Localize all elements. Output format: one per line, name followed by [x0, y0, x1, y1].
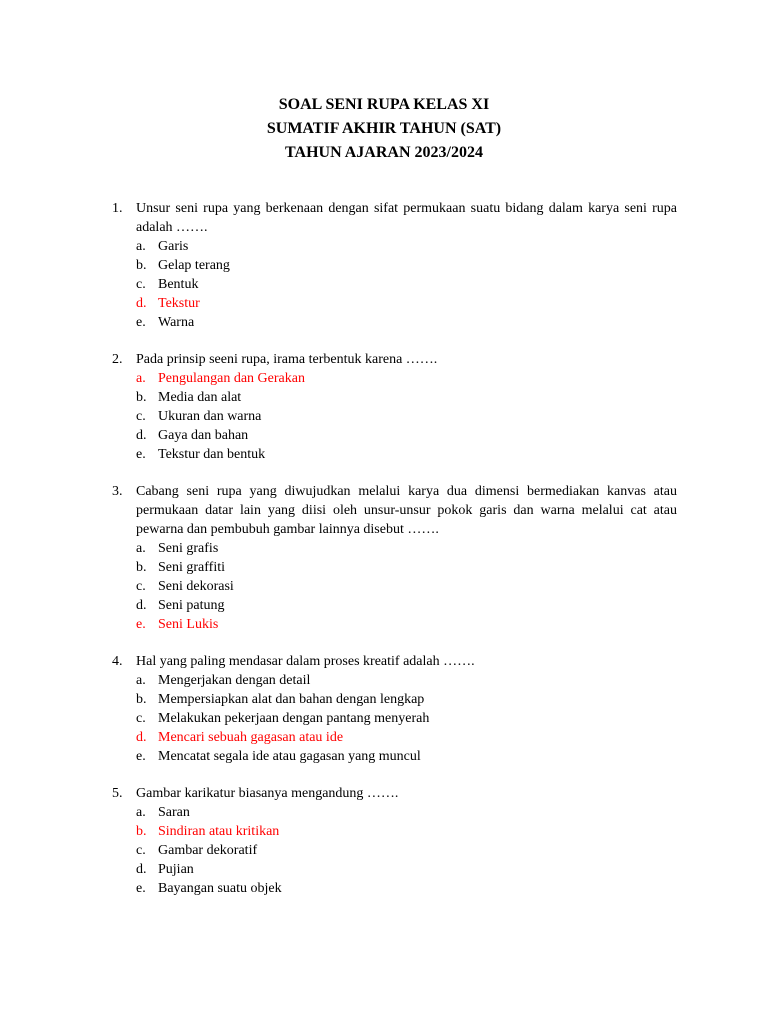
option-letter: b.: [136, 824, 147, 839]
question-head: [112, 652, 677, 671]
answer-option: [112, 879, 677, 898]
option-letter: e.: [136, 749, 146, 764]
option-text: Melakukan pekerjaan dengan pantang menyerah: [158, 711, 430, 726]
option-text: Bayangan suatu objek: [158, 881, 282, 896]
option-text: Garis: [158, 239, 189, 254]
option-letter: a.: [136, 541, 146, 556]
question-number: 4.: [112, 654, 123, 669]
answer-option: [112, 558, 677, 577]
question-1: [112, 199, 677, 332]
answer-option: [112, 237, 677, 256]
question-head: [112, 482, 677, 539]
answer-option: [112, 313, 677, 332]
document-title: [0, 93, 768, 165]
title-line-2: SUMATIF AKHIR TAHUN (SAT): [266, 120, 502, 137]
question-text: Unsur seni rupa yang berkenaan dengan sifat permukaan suatu bidang dalam karya seni rupa adalah …….: [136, 201, 677, 235]
option-text: Saran: [158, 805, 190, 820]
question-4: [112, 652, 677, 766]
answer-option-correct: [112, 615, 677, 634]
question-number: 2.: [112, 352, 123, 367]
question-text: Cabang seni rupa yang diwujudkan melalui karya dua dimensi bermediakan kanvas atau permukaan datar lain yang diisi oleh unsur-unsur pokok garis dan warna melalui cat atau pewarna dan pembubuh gambar lainnya disebut …….: [136, 484, 677, 537]
option-list: [112, 803, 677, 898]
answer-option: [112, 407, 677, 426]
option-text: Seni Lukis: [158, 617, 219, 632]
question-number: 1.: [112, 201, 123, 216]
option-letter: a.: [136, 805, 146, 820]
answer-option: [112, 860, 677, 879]
option-letter: b.: [136, 560, 147, 575]
option-letter: e.: [136, 881, 146, 896]
option-letter: c.: [136, 843, 146, 858]
option-text: Pujian: [158, 862, 194, 877]
option-list: [112, 369, 677, 464]
question-3: [112, 482, 677, 634]
option-letter: d.: [136, 296, 147, 311]
answer-option-correct: [112, 822, 677, 841]
option-text: Gambar dekoratif: [158, 843, 258, 858]
option-letter: b.: [136, 692, 147, 707]
question-2: [112, 350, 677, 464]
option-letter: a.: [136, 371, 146, 386]
option-letter: d.: [136, 598, 147, 613]
question-text: Pada prinsip seeni rupa, irama terbentuk karena …….: [136, 352, 438, 367]
option-text: Gelap terang: [158, 258, 230, 273]
question-5: [112, 784, 677, 898]
answer-option: [112, 841, 677, 860]
answer-option: [112, 709, 677, 728]
option-text: Seni grafis: [158, 541, 219, 556]
option-letter: d.: [136, 862, 147, 877]
question-head: [112, 350, 677, 369]
answer-option: [112, 803, 677, 822]
answer-option: [112, 596, 677, 615]
option-letter: a.: [136, 239, 146, 254]
option-letter: a.: [136, 673, 146, 688]
option-list: [112, 237, 677, 332]
option-text: Ukuran dan warna: [158, 409, 262, 424]
option-list: [112, 671, 677, 766]
answer-option: [112, 690, 677, 709]
option-text: Tekstur dan bentuk: [158, 447, 266, 462]
option-text: Seni patung: [158, 598, 225, 613]
question-text: Gambar karikatur biasanya mengandung …….: [136, 786, 399, 801]
option-list: [112, 539, 677, 634]
option-text: Seni graffiti: [158, 560, 226, 575]
option-letter: c.: [136, 277, 146, 292]
answer-option-correct: [112, 369, 677, 388]
answer-option: [112, 256, 677, 275]
option-text: Sindiran atau kritikan: [158, 824, 280, 839]
answer-option: [112, 426, 677, 445]
option-text: Tekstur: [158, 296, 200, 311]
title-line-1: SOAL SENI RUPA KELAS XI: [278, 96, 490, 113]
option-text: Seni dekorasi: [158, 579, 234, 594]
answer-option: [112, 275, 677, 294]
answer-option: [112, 445, 677, 464]
option-text: Media dan alat: [158, 390, 242, 405]
answer-option-correct: [112, 728, 677, 747]
option-letter: c.: [136, 409, 146, 424]
answer-option: [112, 577, 677, 596]
option-text: Mengerjakan dengan detail: [158, 673, 311, 688]
option-text: Mempersiapkan alat dan bahan dengan lengkap: [158, 692, 425, 707]
question-head: [112, 199, 677, 237]
option-letter: d.: [136, 428, 147, 443]
option-text: Gaya dan bahan: [158, 428, 249, 443]
answer-option: [112, 539, 677, 558]
option-letter: b.: [136, 258, 147, 273]
option-letter: e.: [136, 617, 146, 632]
option-text: Warna: [158, 315, 195, 330]
title-line-3: TAHUN AJARAN 2023/2024: [285, 144, 483, 161]
answer-option: [112, 671, 677, 690]
option-text: Bentuk: [158, 277, 199, 292]
question-number: 3.: [112, 484, 123, 499]
question-list: [112, 199, 677, 916]
option-letter: c.: [136, 711, 146, 726]
answer-option-correct: [112, 294, 677, 313]
question-number: 5.: [112, 786, 123, 801]
option-letter: d.: [136, 730, 147, 745]
option-text: Mencatat segala ide atau gagasan yang muncul: [158, 749, 421, 764]
option-text: Pengulangan dan Gerakan: [158, 371, 305, 386]
option-letter: e.: [136, 447, 146, 462]
option-letter: b.: [136, 390, 147, 405]
answer-option: [112, 388, 677, 407]
option-text: Mencari sebuah gagasan atau ide: [158, 730, 344, 745]
answer-option: [112, 747, 677, 766]
option-letter: c.: [136, 579, 146, 594]
option-letter: e.: [136, 315, 146, 330]
question-head: [112, 784, 677, 803]
question-text: Hal yang paling mendasar dalam proses kreatif adalah …….: [136, 654, 475, 669]
